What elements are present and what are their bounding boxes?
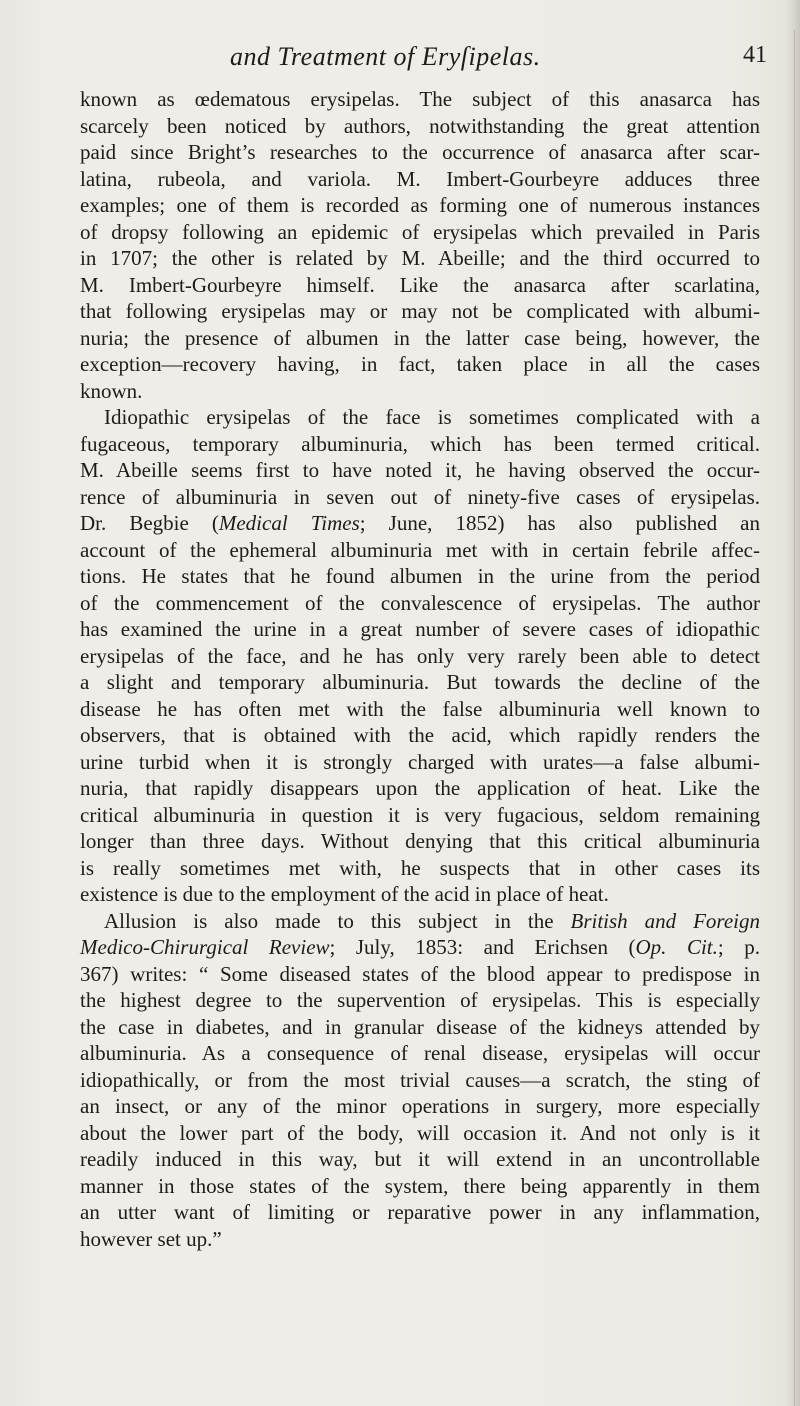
text-line: rence of albuminuria in seven out of ninety-five cases of erysipelas. xyxy=(80,484,760,509)
text-line: an insect, or any of the minor operations in surgery, more especially xyxy=(80,1094,760,1118)
text-line: idiopathically, or from the most trivial causes—a scratch, the sting of xyxy=(80,1067,760,1092)
text-line: a slight and temporary albuminuria. But towards the decline of the xyxy=(80,670,760,694)
text-line: critical albuminuria in question it is very fugacious, seldom remaining xyxy=(80,802,760,827)
text-line: nuria; the presence of albumen in the latter case being, however, the xyxy=(80,325,760,350)
text-line: fugaceous, temporary albuminuria, which has been termed critical. xyxy=(80,431,760,456)
text-line: manner in those states of the system, there being apparently in them xyxy=(80,1173,760,1198)
text-line-with-italic: Medico-Chirurgical Review; July, 1853: and Erichsen (Op. Cit.; p. xyxy=(80,935,760,959)
running-header xyxy=(0,42,800,78)
text-line: of the commencement of the convalescence of erysipelas. The author xyxy=(80,590,760,615)
text-line: existence is due to the employment of the acid in place of heat. xyxy=(80,882,609,906)
text-line-with-italic: Dr. Begbie (Medical Times; June, 1852) has also published an xyxy=(80,511,760,535)
text-line: exception—recovery having, in fact, taken place in all the cases xyxy=(80,352,760,376)
text-line: however set up.” xyxy=(80,1226,222,1251)
text-line: the case in diabetes, and in granular disease of the kidneys attended by xyxy=(80,1014,760,1039)
text-line: of dropsy following an epidemic of erysipelas which prevailed in Paris xyxy=(80,219,760,244)
text-line: latina, rubeola, and variola. M. Imbert-Gourbeyre adduces three xyxy=(80,166,760,191)
italic-citation: Medical Times xyxy=(218,511,360,535)
paragraph-start-line: Idiopathic erysipelas of the face is sometimes complicated with a xyxy=(104,405,760,429)
text-line: M. Abeille seems first to have noted it, he having observed the occur- xyxy=(80,458,760,482)
text-line: has examined the urine in a great number of severe cases of idiopathic xyxy=(80,617,760,641)
text-line: scarcely been noticed by authors, notwithstanding the great attention xyxy=(80,113,760,138)
text-line: M. Imbert-Gourbeyre himself. Like the anasarca after scarlatina, xyxy=(80,272,760,297)
text-line: erysipelas of the face, and he has only very rarely been able to detect xyxy=(80,643,760,668)
text-line: that following erysipelas may or may not be complicated with albumi- xyxy=(80,299,760,323)
text-line: tions. He states that he found albumen in the urine from the period xyxy=(80,564,760,588)
text-line: in 1707; the other is related by M. Abeille; and the third occurred to xyxy=(80,246,760,270)
text-line: disease he has often met with the false albuminuria well known to xyxy=(80,696,760,721)
page-number: 41 xyxy=(743,42,767,68)
text-line: the highest degree to the supervention of erysipelas. This is especially xyxy=(80,988,760,1012)
body-text xyxy=(80,86,760,1252)
page-edge-shadow xyxy=(784,0,800,1406)
italic-citation: Op. Cit. xyxy=(635,935,718,959)
page-edge-line xyxy=(794,30,795,1406)
italic-citation: Medico-Chirurgical Review xyxy=(80,935,330,959)
text-line: is really sometimes met with, he suspects that in other cases its xyxy=(80,855,760,880)
text-line: albuminuria. As a consequence of renal disease, erysipelas will occur xyxy=(80,1041,760,1065)
text-line: examples; one of them is recorded as forming one of numerous instances xyxy=(80,193,760,217)
text-line: paid since Bright’s researches to the occurrence of anasarca after scar- xyxy=(80,140,760,164)
text-line: an utter want of limiting or reparative power in any inflammation, xyxy=(80,1200,760,1224)
text-line: 367) writes: “ Some diseased states of the blood appear to predispose in xyxy=(80,961,760,986)
text-line: urine turbid when it is strongly charged with urates—a false albumi- xyxy=(80,749,760,774)
text-line: longer than three days. Without denying that this critical albuminuria xyxy=(80,829,760,853)
italic-citation: British and Foreign xyxy=(570,908,760,933)
text-line: account of the ephemeral albuminuria met with in certain febrile affec- xyxy=(80,537,760,562)
text-line: readily induced in this way, but it will extend in an uncontrollable xyxy=(80,1147,760,1171)
text-line-with-italic: Allusion is also made to this subject in the British and Foreign xyxy=(104,908,760,933)
running-title: and Treatment of Eryſipelas. xyxy=(230,42,541,71)
text-line: known. xyxy=(80,378,143,403)
text-line: known as œdematous erysipelas. The subject of this anasarca has xyxy=(80,87,760,111)
text-line: nuria, that rapidly disappears upon the application of heat. Like the xyxy=(80,776,760,800)
text-line: observers, that is obtained with the acid, which rapidly renders the xyxy=(80,723,760,747)
text-line: about the lower part of the body, will occasion it. And not only is it xyxy=(80,1120,760,1145)
